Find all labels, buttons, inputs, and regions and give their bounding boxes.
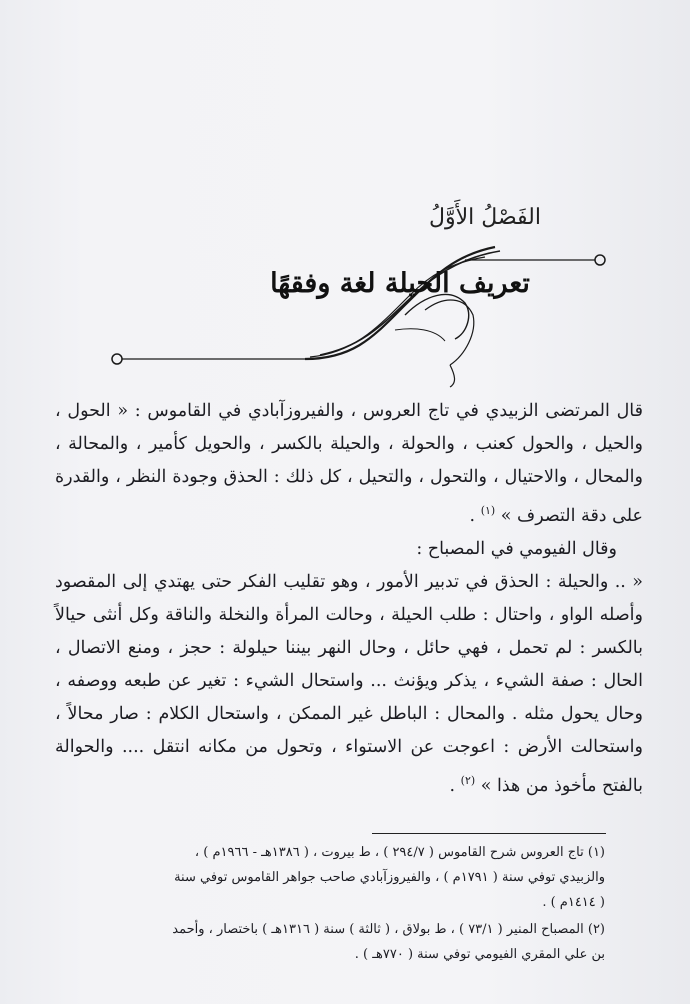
chapter-label: الفَصْلُ الأَوَّلُ (429, 205, 541, 230)
paragraph-fayyumi-quote (55, 566, 643, 803)
paragraph-end: . (469, 505, 481, 526)
main-text (55, 395, 643, 803)
paragraph-fayyumi-intro: وقال الفيومي في المصباح : (416, 538, 617, 559)
quote-end: . (449, 775, 461, 796)
footnote-ref-1: (١) (480, 504, 496, 517)
footnote-ref-2: (٢) (460, 773, 476, 787)
chapter-title: تعريف الحيلة لغة وفقهًا (270, 268, 530, 299)
footnote-divider (372, 833, 606, 834)
footnotes (170, 840, 605, 969)
chapter-heading-ornament (105, 215, 610, 390)
footnote-1: (١) تاج العروس شرح القاموس ( ٢٩٤/٧ ) ، ط بيروت ، ( ١٣٨٦هـ - ١٩٦٦م ) ، والزبيدي توفي سنة ( ١٧٩١م ) ، والفيروزآبادي صاحب جواهر القاموس توفي سنة ( ١٤١٤م ) . (174, 845, 605, 910)
quote-text: « .. والحيلة : الحذق في تدبير الأمور ، وهو تقليب الفكر حتى يهتدي إلى المقصود وأصله الواو ، واحتال : طلب الحيلة ، وحالت المرأة والنخلة والناقة وكل أنثى حيالاً بالكسر : لم تحمل ، فهي حائل ، وحال النهر بيننا حيلولة : حجز ، ومنع الاتصال ، الحال : صفة الشيء ، يذكر ويؤنث ... واستحال الشيء : تغير عن طبعه ووصفه ، وحال يحول مثله . والمحال : الباطل غير الممكن ، واستحال الكلام : صار محالاً ، واستحالت الأرض : اعوجت عن الاستواء ، وتحول من مكانه انتقل .... والحوالة بالفتح مأخوذ من هذا » (55, 571, 643, 796)
paragraph-text: قال المرتضى الزبيدي في تاج العروس ، والفيروزآبادي في القاموس : « الحول ، والحيل ، والحول كعنب ، والحولة ، والحيلة بالكسر ، والحويل كأمير ، والمحالة ، والمحال ، والاحتيال ، والتحول ، والتحيل ، كل ذلك : الحذق وجودة النظر ، والقدرة على دقة التصرف » (55, 401, 643, 526)
footnote-2: (٢) المصباح المنير ( ٧٣/١ ) ، ط بولاق ، ( ثالثة ) سنة ( ١٣١٦هـ ) باختصار ، وأحمد بن علي المقري الفيومي توفي سنة ( ٧٧٠هـ ) . (172, 922, 605, 962)
paragraph-zabidi (55, 395, 643, 533)
